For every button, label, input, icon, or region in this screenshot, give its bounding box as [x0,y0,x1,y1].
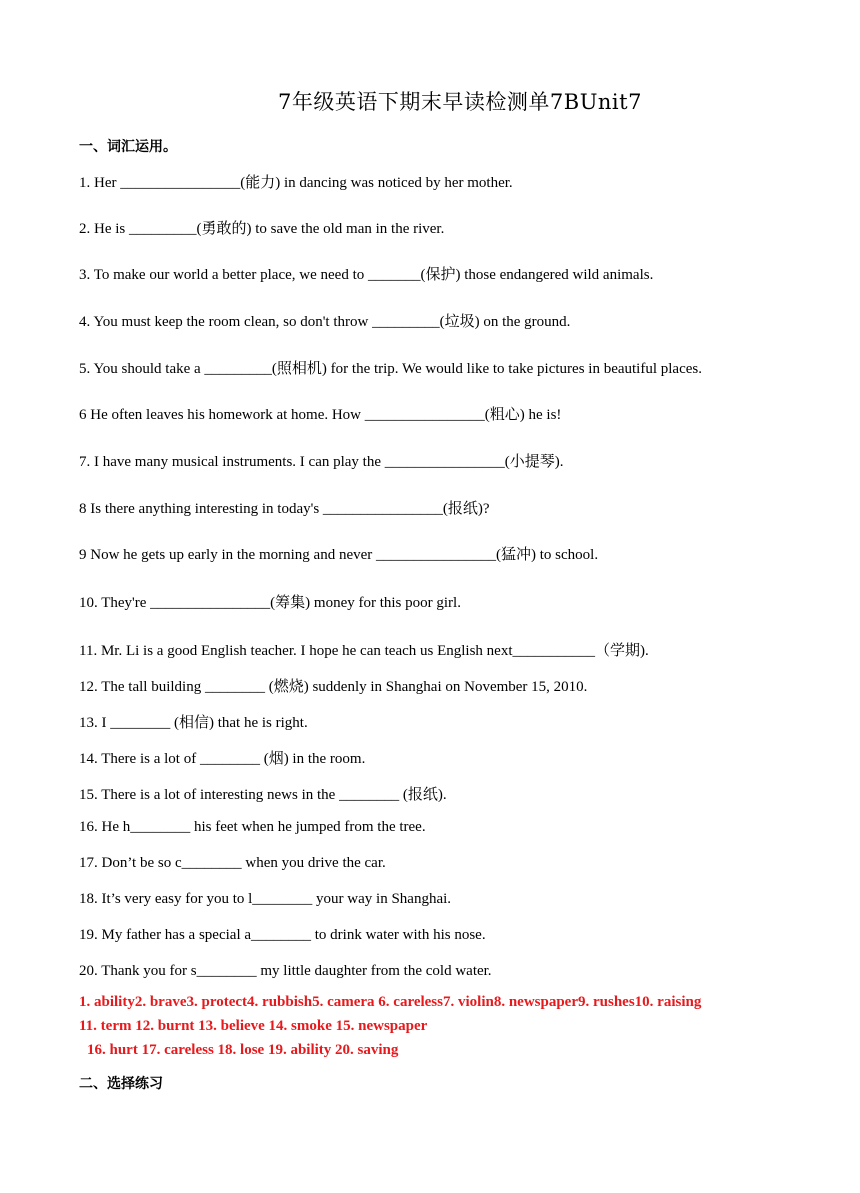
document-title: 7年级英语下期末早读检测单7BUnit7 [278,90,642,114]
question-4: 4. You must keep the room clean, so don't throw _________(垃圾) on the ground. [79,314,571,330]
question-20: 20. Thank you for s________ my little daughter from the cold water. [79,963,492,979]
question-6: 6 He often leaves his homework at home. How ________________(粗心) he is! [79,407,562,423]
question-7: 7. I have many musical instruments. I can play the ________________(小提琴). [79,454,564,470]
section-heading-multiple-choice: 二、选择练习 [79,1076,163,1092]
question-2: 2. He is _________(勇敢的) to save the old man in the river. [79,221,445,237]
question-5: 5. You should take a _________(照相机) for the trip. We would like to take pictures in beautiful places. [79,361,702,377]
question-9: 9 Now he gets up early in the morning and never ________________(猛冲) to school. [79,547,599,563]
question-18: 18. It’s very easy for you to l________ your way in Shanghai. [79,891,452,907]
question-1: 1. Her ________________(能力) in dancing was noticed by her mother. [79,175,513,191]
question-10: 10. They're ________________(筹集) money for this poor girl. [79,595,461,611]
question-15: 15. There is a lot of interesting news in the ________ (报纸). [79,787,447,803]
question-13: 13. I ________ (相信) that he is right. [79,715,308,731]
question-19: 19. My father has a special a________ to drink water with his nose. [79,927,486,943]
question-11: 11. Mr. Li is a good English teacher. I hope he can teach us English next___________（学期). [79,643,649,659]
question-3: 3. To make our world a better place, we need to _______(保护) those endangered wild animals. [79,267,654,283]
section-heading-vocabulary: 一、词汇运用。 [79,139,177,155]
question-8: 8 Is there anything interesting in today's ________________(报纸)? [79,501,490,517]
question-12: 12. The tall building ________ (燃烧) suddenly in Shanghai on November 15, 2010. [79,679,588,695]
question-17: 17. Don’t be so c________ when you drive the car. [79,855,386,871]
question-16: 16. He h________ his feet when he jumped from the tree. [79,819,426,835]
answer-key-line-1: 1. ability2. brave3. protect4. rubbish5. camera 6. careless7. violin8. newspaper9. rushes10. raising [79,994,702,1010]
answer-key-line-2: 11. term 12. burnt 13. believe 14. smoke 15. newspaper [79,1018,428,1034]
question-14: 14. There is a lot of ________ (烟) in the room. [79,751,366,767]
answer-key-line-3: 16. hurt 17. careless 18. lose 19. ability 20. saving [87,1042,399,1058]
